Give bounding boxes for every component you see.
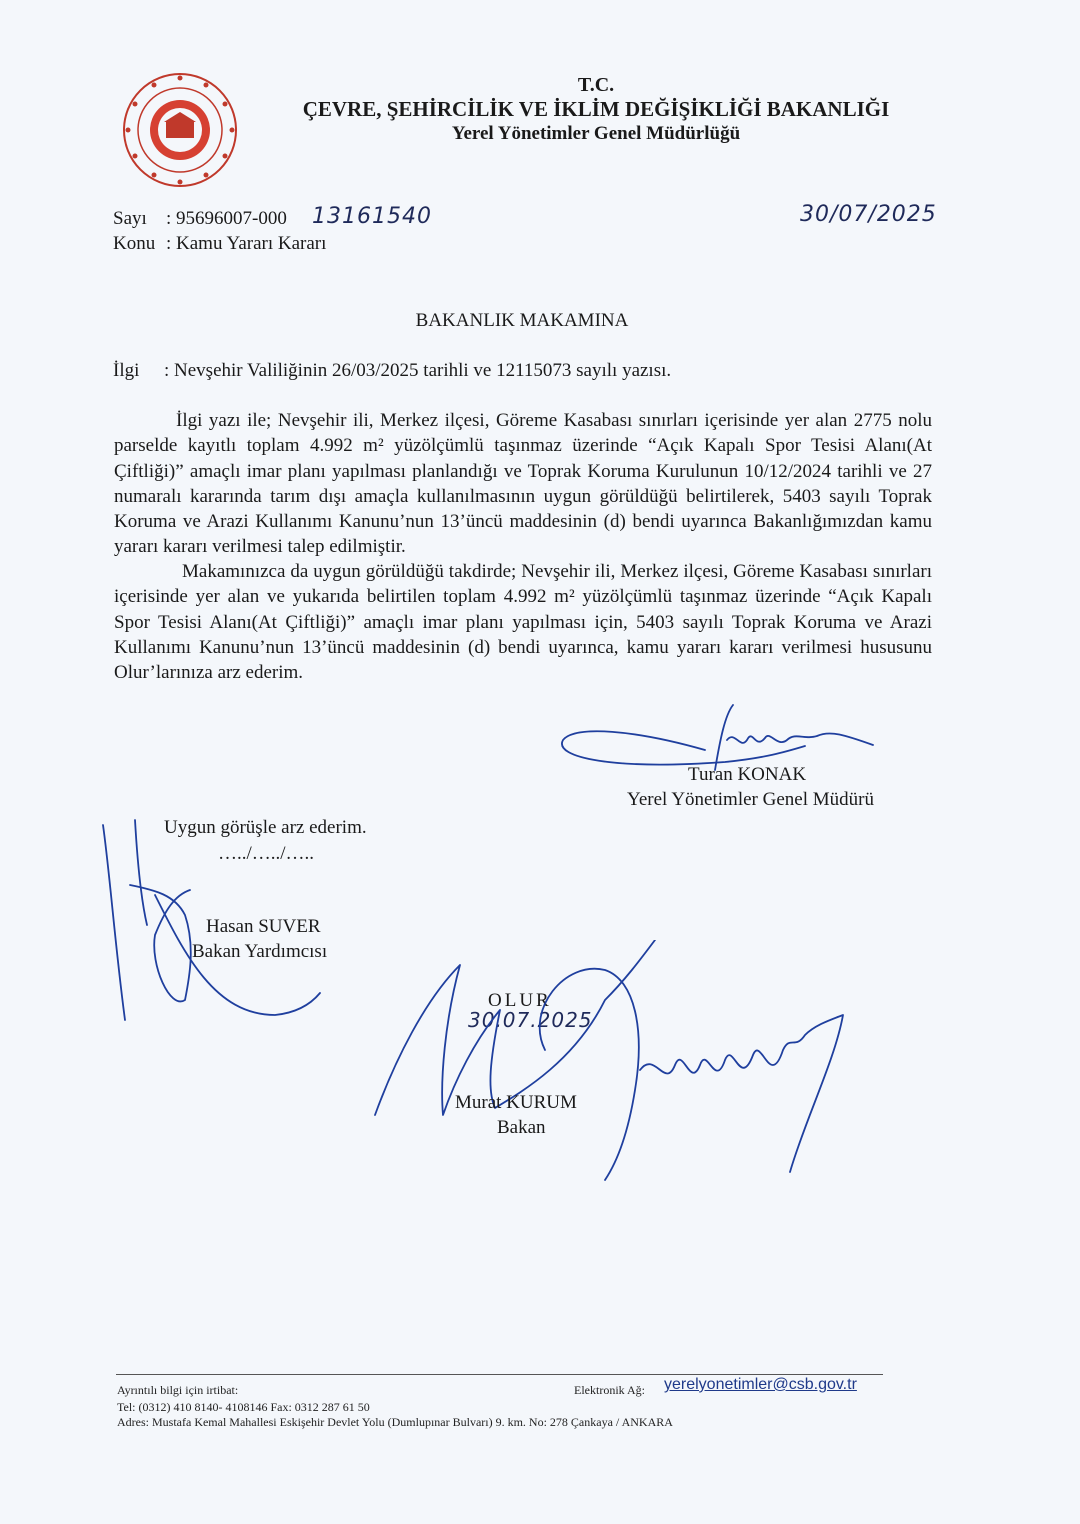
header-directorate: Yerel Yönetimler Genel Müdürlüğü	[451, 123, 741, 144]
signer3-olur: OLUR	[488, 990, 552, 1011]
konu-label: Konu	[113, 233, 156, 254]
signer1-name: Turan KONAK	[688, 764, 807, 785]
signer3-name: Murat KURUM	[455, 1092, 577, 1113]
signer2-approval: Uygun görüşle arz ederim.	[164, 817, 367, 838]
signature-kurum	[365, 940, 850, 1185]
signer3-date-handwritten: 30.07.2025	[468, 1008, 593, 1032]
addressee: BAKANLIK MAKAMINA	[415, 310, 629, 331]
signer2-name: Hasan SUVER	[206, 916, 321, 937]
footer-address: Adres: Mustafa Kemal Mahallesi Eskişehir Devlet Yolu (Dumlupınar Bulvarı) 9. km. No: 278 Çankaya / ANKARA	[117, 1415, 673, 1429]
ilgi-text: : Nevşehir Valiliğinin 26/03/2025 tarihli ve 12115073 sayılı yazısı.	[164, 360, 672, 381]
body-paragraph-1: İlgi yazı ile; Nevşehir ili, Merkez ilçesi, Göreme Kasabası sınırları içerisinde yer alan 2775 nolu parselde kayıtlı toplam 4.992 m² yüzölçümlü taşınmaz üzerinde “Açık Kapalı Spor Tesisi Alanı(At Çiftliği)” amaçlı imar planı yapılması planlandığı ve Toprak Koruma Kurulunun 10/12/2024 tarihli ve 27 numaralı kararında tarım dışı amaçla kullanılmasının uygun görüldüğü belirtilerek, 5403 sayılı Toprak Koruma ve Arazi Kullanımı Kanunu’nun 13’üncü maddesinin (d) bendi uyarınca Bakanlığımızdan kamu yararı kararı verilmesi talep edilmiştir.	[114, 410, 932, 558]
footer-email-link[interactable]: yerelyonetimler@csb.gov.tr	[664, 1376, 857, 1393]
header-ministry: ÇEVRE, ŞEHİRCİLİK VE İKLİM DEĞİŞİKLİĞİ BAKANLIĞI	[302, 97, 890, 121]
header-tc: T.C.	[577, 74, 615, 96]
footer-email-label: Elektronik Ağ:	[574, 1383, 645, 1397]
signer2-title: Bakan Yardımcısı	[192, 941, 328, 962]
date-handwritten: 30/07/2025	[800, 202, 937, 227]
signer3-title: Bakan	[497, 1117, 546, 1138]
sayi-value: : 95696007-000	[166, 208, 287, 229]
sayi-label: Sayı	[113, 208, 147, 229]
footer-phone: Tel: (0312) 410 8140- 4108146 Fax: 0312 287 61 50	[117, 1400, 370, 1414]
ilgi-label: İlgi	[113, 360, 140, 381]
signer2-date-blank: …../…../…..	[218, 843, 315, 864]
signer1-title: Yerel Yönetimler Genel Müdürü	[627, 789, 874, 810]
footer-divider	[116, 1374, 883, 1375]
body-paragraph-2: Makamınızca da uygun görüldüğü takdirde; Nevşehir ili, Merkez ilçesi, Göreme Kasabası sınırları içerisinde yer alan ve yukarıda belirtilen toplam 4.992 m² yüzölçümlü taşınmaz üzerinde “Açık Kapalı Spor Tesisi Alanı(At Çiftliği)” amaçlı imar planı yapılması için, 5403 sayılı Toprak Koruma ve Arazi Kullanımı Kanunu’nun 13’üncü maddesinin (d) bendi uyarınca, kamu yararı kararı verilmesi hususunu Olur’larınıza arz ederim.	[114, 561, 932, 684]
konu-value: : Kamu Yararı Kararı	[166, 233, 327, 254]
sayi-handwritten: 13161540	[312, 204, 432, 229]
footer-info-label: Ayrıntılı bilgi için irtibat:	[117, 1383, 239, 1397]
